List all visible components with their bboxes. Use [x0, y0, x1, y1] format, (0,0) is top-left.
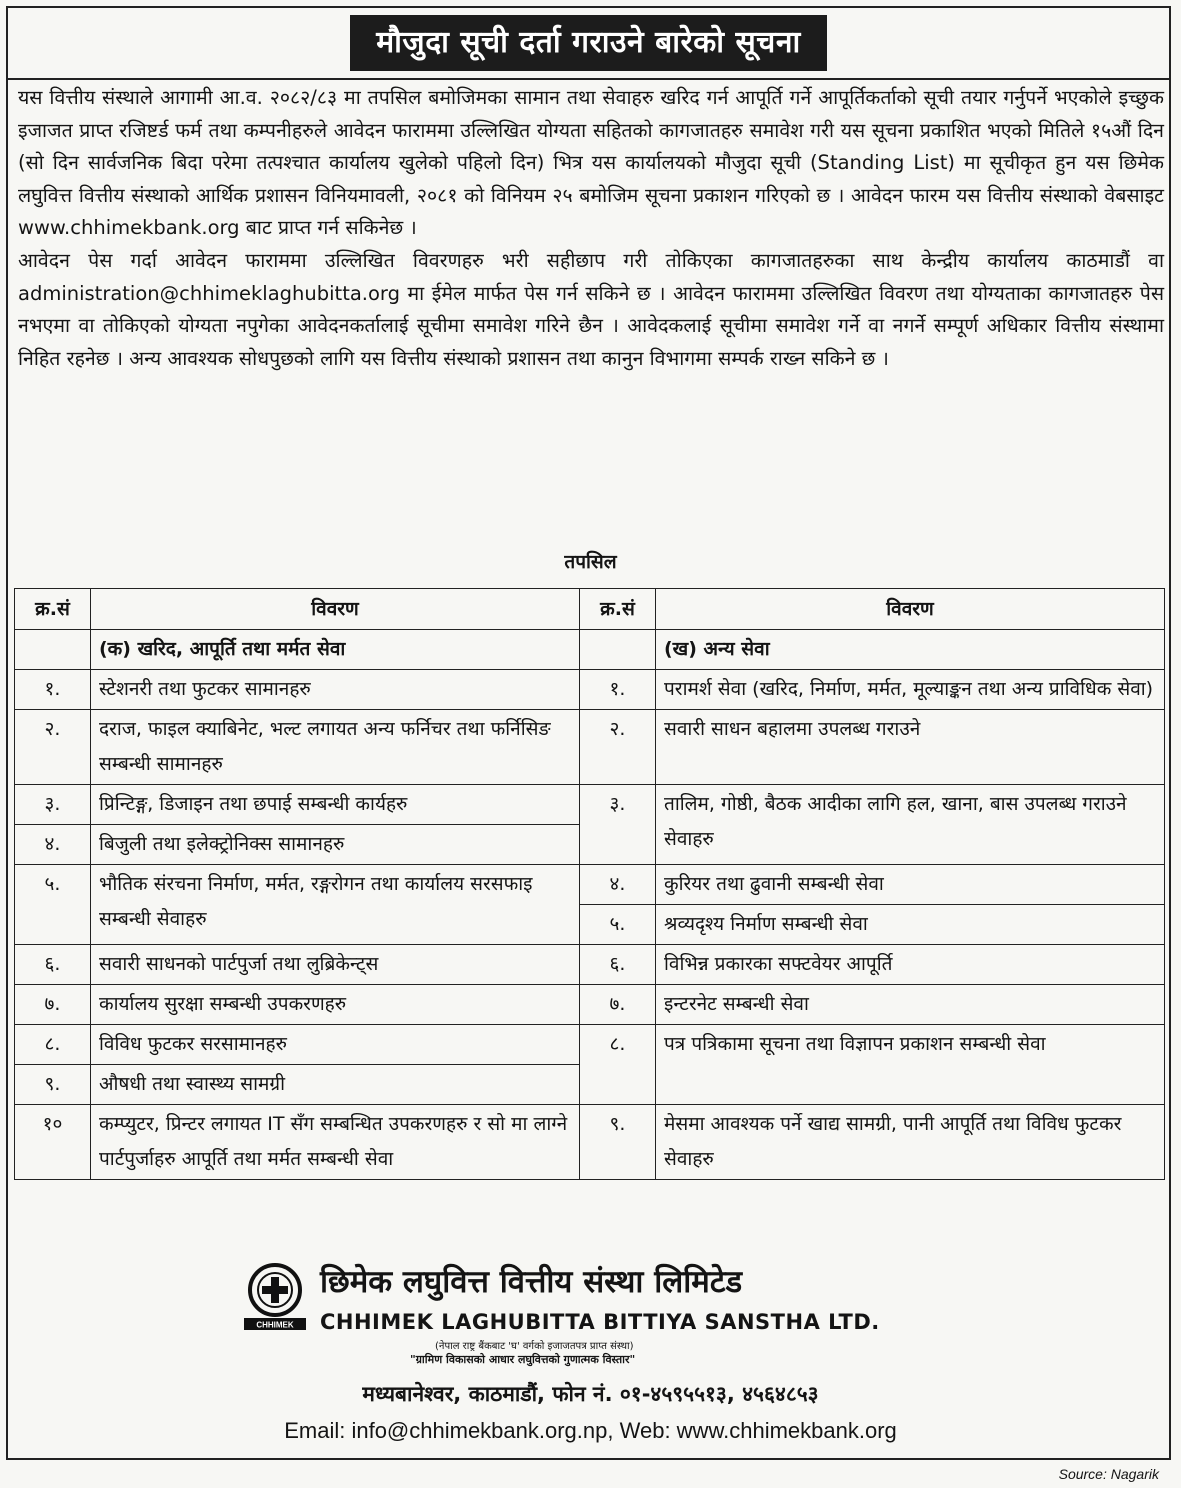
- right-desc: परामर्श सेवा (खरिद, निर्माण, मर्मत, मूल्याङ्कन तथा अन्य प्राविधिक सेवा): [656, 670, 1165, 710]
- header-desc-left: विवरण: [91, 589, 580, 630]
- table-group-row: [15, 630, 1165, 670]
- group-right-label: (ख) अन्य सेवा: [656, 630, 1165, 670]
- left-sn: ६.: [15, 945, 91, 985]
- organization-name-english: CHHIMEK LAGHUBITTA BITTIYA SANSTHA LTD.: [320, 1310, 880, 1334]
- left-sn: ५.: [15, 865, 91, 945]
- right-sn: २.: [580, 710, 656, 785]
- left-sn: ९.: [15, 1065, 91, 1105]
- table-row: [15, 985, 1165, 1025]
- left-desc: प्रिन्टिङ्ग, डिजाइन तथा छपाई सम्बन्धी कार्यहरु: [91, 785, 580, 825]
- table-row: [15, 670, 1165, 710]
- title-bar: [8, 8, 1169, 80]
- address-phone: मध्यबानेश्वर, काठमाडौं, फोन नं. ०१-४५९५५१३, ४५६४८५३: [362, 1382, 819, 1406]
- left-sn: ३.: [15, 785, 91, 825]
- right-sn: ८.: [580, 1025, 656, 1105]
- table-row: [15, 785, 1165, 825]
- notice-paragraph-1: यस वित्तीय संस्थाले आगामी आ.व. २०८२/८३ मा तपसिल बमोजिमका सामान तथा सेवाहरु खरिद गर्न आपूर्ति गर्ने आपूर्तिकर्ताको सूची तयार गर्नुपर्ने भएकोले इच्छुक इजाजत प्राप्त रजिष्टर्ड फर्म तथा कम्पनीहरुले आवेदन फाराममा उल्लिखित योग्यता सहितको कागजातहरु समावेश गरी यस सूचना प्रकाशित भएको मितिले १५औं दिन (सो दिन सार्वजनिक बिदा परेमा तत्पश्चात कार्यालय खुलेको पहिलो दिन) भित्र यस कार्यालयको मौजुदा सूची (Standing List) मा सूचीकृत हुन यस छिमेक लघुवित्त वित्तीय संस्थाको आर्थिक प्रशासन विनियमावली, २०८१ को विनियम २५ बमोजिम सूचना प्रकाशन गरिएको छ । आवेदन फारम यस वित्तीय संस्थाको वेबसाइट www.chhimekbank.org बाट प्राप्त गर्न सकिनेछ ।: [18, 86, 1164, 240]
- left-desc: भौतिक संरचना निर्माण, मर्मत, रङ्गरोगन तथा कार्यालय सरसफाइ सम्बन्धी सेवाहरु: [91, 865, 580, 945]
- right-sn: ७.: [580, 985, 656, 1025]
- right-sn: ३.: [580, 785, 656, 865]
- left-desc: बिजुली तथा इलेक्ट्रोनिक्स सामानहरु: [91, 825, 580, 865]
- table-row: [15, 865, 1165, 905]
- right-desc: श्रव्यदृश्य निर्माण सम्बन्धी सेवा: [656, 905, 1165, 945]
- right-sn: ५.: [580, 905, 656, 945]
- left-sn: २.: [15, 710, 91, 785]
- table-row: [15, 1025, 1165, 1065]
- table-row: [15, 945, 1165, 985]
- logo-caption: CHHIMEK: [256, 1320, 294, 1330]
- left-sn: १०: [15, 1105, 91, 1180]
- left-desc: दराज, फाइल क्याबिनेट, भल्ट लगायत अन्य फर्निचर तथा फर्निसिङ सम्बन्धी सामानहरु: [91, 710, 580, 785]
- notice-title: मौजुदा सूची दर्ता गराउने बारेको सूचना: [350, 15, 827, 71]
- right-sn: ९.: [580, 1105, 656, 1180]
- left-desc: कम्प्युटर, प्रिन्टर लगायत IT सँग सम्बन्धित उपकरणहरु र सो मा लाग्ने पार्टपुर्जाहरु आपूर्ति तथा मर्मत सम्बन्धी सेवा: [91, 1105, 580, 1180]
- notice-body: [18, 82, 1164, 375]
- table-row: [15, 1105, 1165, 1180]
- left-desc: कार्यालय सुरक्षा सम्बन्धी उपकरणहरु: [91, 985, 580, 1025]
- left-sn: ७.: [15, 985, 91, 1025]
- left-desc: स्टेशनरी तथा फुटकर सामानहरु: [91, 670, 580, 710]
- organization-license-note: (नेपाल राष्ट्र बैंकबाट 'घ' वर्गको इजाजतपत्र प्राप्त संस्था): [435, 1341, 634, 1352]
- group-right-sn: [580, 630, 656, 670]
- group-left-sn: [15, 630, 91, 670]
- left-sn: ४.: [15, 825, 91, 865]
- schedule-title: तपसिल: [564, 551, 617, 573]
- header-sn-right: क्र.सं: [580, 589, 656, 630]
- right-sn: ६.: [580, 945, 656, 985]
- right-desc: तालिम, गोष्ठी, बैठक आदीका लागि हल, खाना, बास उपलब्ध गराउने सेवाहरु: [656, 785, 1165, 865]
- right-sn: १.: [580, 670, 656, 710]
- schedule-table: [14, 588, 1165, 1180]
- right-desc: पत्र पत्रिकामा सूचना तथा विज्ञापन प्रकाशन सम्बन्धी सेवा: [656, 1025, 1165, 1105]
- left-desc: सवारी साधनको पार्टपुर्जा तथा लुब्रिकेन्ट्स: [91, 945, 580, 985]
- left-desc: विविध फुटकर सरसामानहरु: [91, 1025, 580, 1065]
- group-left-label: (क) खरिद, आपूर्ति तथा मर्मत सेवा: [91, 630, 580, 670]
- organization-logo-block: [240, 1258, 960, 1378]
- header-sn-left: क्र.सं: [15, 589, 91, 630]
- organization-tagline: "ग्रामिण विकासको आधार लघुवित्तको गुणात्मक विस्तार": [410, 1353, 636, 1366]
- contact-email-web: Email: info@chhimekbank.org.np, Web: www.chhimekbank.org: [284, 1418, 897, 1443]
- left-desc: औषधी तथा स्वास्थ्य सामग्री: [91, 1065, 580, 1105]
- header-desc-right: विवरण: [656, 589, 1165, 630]
- right-desc: इन्टरनेट सम्बन्धी सेवा: [656, 985, 1165, 1025]
- right-desc: विभिन्न प्रकारका सफ्टवेयर आपूर्ति: [656, 945, 1165, 985]
- right-desc: कुरियर तथा ढुवानी सम्बन्धी सेवा: [656, 865, 1165, 905]
- right-desc: सवारी साधन बहालमा उपलब्ध गराउने: [656, 710, 1165, 785]
- right-desc: मेसमा आवश्यक पर्ने खाद्य सामग्री, पानी आपूर्ति तथा विविध फुटकर सेवाहरु: [656, 1105, 1165, 1180]
- left-sn: १.: [15, 670, 91, 710]
- source-credit: Source: Nagarik: [1058, 1466, 1159, 1482]
- table-header-row: [15, 589, 1165, 630]
- organization-logo-icon: [240, 1262, 310, 1332]
- notice-paragraph-2: आवेदन पेस गर्दा आवेदन फाराममा उल्लिखित विवरणहरु भरी सहीछाप गरी तोकिएका कागजातहरुका साथ केन्द्रीय कार्यालय काठमाडौं वा administration@chhimeklaghubitta.org मा ईमेल मार्फत पेस गर्न सकिने छ । आवेदन फाराममा उल्लिखित विवरण तथा योग्यताका कागजातहरु पेस नभएमा वा तोकिएको योग्यता नपुगेका आवेदनकर्तालाई सूचीमा समावेश गरिने छैन । आवेदकलाई सूचीमा समावेश गर्ने वा नगर्ने सम्पूर्ण अधिकार वित्तीय संस्थामा निहित रहनेछ । अन्य आवश्यक सोधपुछको लागि यस वित्तीय संस्थाको प्रशासन तथा कानुन विभागमा सम्पर्क राख्न सकिने छ ।: [18, 248, 1164, 370]
- left-sn: ८.: [15, 1025, 91, 1065]
- right-sn: ४.: [580, 865, 656, 905]
- organization-name-nepali: छिमेक लघुवित्त वित्तीय संस्था लिमिटेड: [320, 1264, 743, 1300]
